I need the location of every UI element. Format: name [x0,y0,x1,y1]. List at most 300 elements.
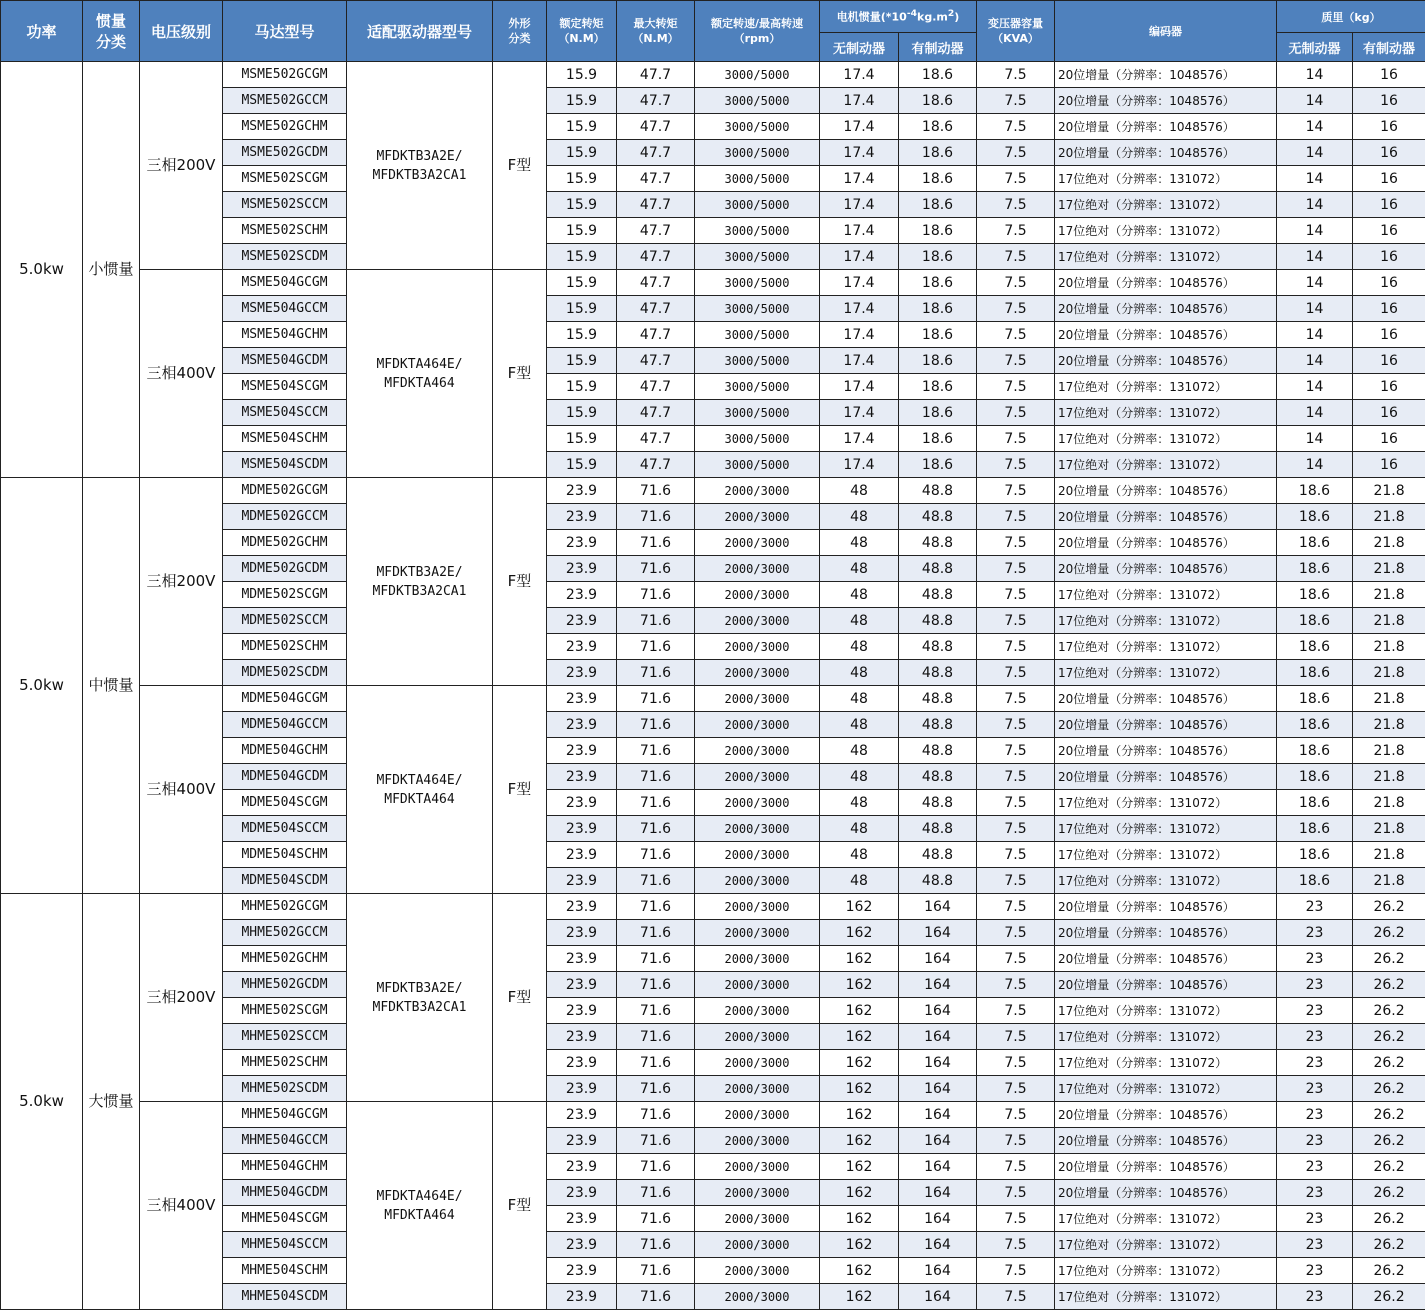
mass-with-brake-cell: 16 [1353,322,1425,348]
transformer-kva-cell: 7.5 [977,530,1055,556]
encoder-cell: 20位增量（分辨率：1048576） [1055,530,1277,556]
inertia-with-brake-cell: 164 [899,946,977,972]
encoder-cell: 20位增量（分辨率：1048576） [1055,88,1277,114]
shape-cell: F型 [493,1102,547,1310]
rated-torque-cell: 23.9 [547,1154,617,1180]
max-torque-cell: 71.6 [617,972,695,998]
transformer-kva-cell: 7.5 [977,1232,1055,1258]
transformer-kva-cell: 7.5 [977,1206,1055,1232]
header-mass: 质里（kg） [1277,1,1425,33]
motor-model-cell: MSME502SCCM [223,192,347,218]
speed-cell: 2000/3000 [695,1180,820,1206]
mass-no-brake-cell: 18.6 [1277,712,1353,738]
speed-cell: 2000/3000 [695,868,820,894]
rated-torque-cell: 15.9 [547,296,617,322]
encoder-cell: 20位增量（分辨率：1048576） [1055,62,1277,88]
inertia-with-brake-cell: 48.8 [899,608,977,634]
rated-torque-cell: 15.9 [547,166,617,192]
motor-model-cell: MDME502GCHM [223,530,347,556]
rated-torque-cell: 23.9 [547,634,617,660]
rated-torque-cell: 23.9 [547,582,617,608]
inertia-no-brake-cell: 162 [820,1258,899,1284]
encoder-cell: 20位增量（分辨率：1048576） [1055,1128,1277,1154]
mass-no-brake-cell: 23 [1277,1180,1353,1206]
transformer-kva-cell: 7.5 [977,140,1055,166]
transformer-kva-cell: 7.5 [977,218,1055,244]
motor-model-cell: MHME504GCHM [223,1154,347,1180]
inertia-with-brake-cell: 18.6 [899,218,977,244]
speed-cell: 2000/3000 [695,634,820,660]
inertia-no-brake-cell: 17.4 [820,218,899,244]
transformer-kva-cell: 7.5 [977,920,1055,946]
transformer-kva-cell: 7.5 [977,348,1055,374]
transformer-kva-cell: 7.5 [977,1180,1055,1206]
mass-no-brake-cell: 14 [1277,296,1353,322]
inertia-no-brake-cell: 162 [820,894,899,920]
motor-model-cell: MSME502GCGM [223,62,347,88]
transformer-kva-cell: 7.5 [977,270,1055,296]
mass-no-brake-cell: 14 [1277,426,1353,452]
speed-cell: 3000/5000 [695,270,820,296]
driver-model-cell [347,270,493,478]
voltage-cell: 三相200V [140,894,223,1102]
inertia-with-brake-cell: 48.8 [899,816,977,842]
mass-no-brake-cell: 23 [1277,1102,1353,1128]
transformer-kva-cell: 7.5 [977,660,1055,686]
inertia-no-brake-cell: 162 [820,920,899,946]
mass-no-brake-cell: 23 [1277,1232,1353,1258]
encoder-cell: 17位绝对（分辨率：131072） [1055,1076,1277,1102]
transformer-kva-cell: 7.5 [977,192,1055,218]
encoder-cell: 17位绝对（分辨率：131072） [1055,1258,1277,1284]
motor-model-cell: MSME502SCGM [223,166,347,192]
max-torque-cell: 71.6 [617,504,695,530]
max-torque-cell: 71.6 [617,842,695,868]
inertia-no-brake-cell: 17.4 [820,426,899,452]
max-torque-cell: 71.6 [617,1180,695,1206]
motor-model-cell: MHME504GCGM [223,1102,347,1128]
encoder-cell: 20位增量（分辨率：1048576） [1055,946,1277,972]
max-torque-cell: 71.6 [617,556,695,582]
inertia-no-brake-cell: 48 [820,608,899,634]
inertia-with-brake-cell: 164 [899,894,977,920]
mass-no-brake-cell: 14 [1277,322,1353,348]
speed-cell: 2000/3000 [695,1258,820,1284]
transformer-kva-cell: 7.5 [977,608,1055,634]
driver-model-cell [347,894,493,1102]
header-voltage: 电压级别 [140,1,223,62]
transformer-kva-cell: 7.5 [977,946,1055,972]
encoder-cell: 17位绝对（分辨率：131072） [1055,582,1277,608]
inertia-with-brake-cell: 164 [899,920,977,946]
max-torque-cell: 71.6 [617,1206,695,1232]
power-cell: 5.0kw [1,478,83,894]
rated-torque-cell: 23.9 [547,920,617,946]
inertia-with-brake-cell: 18.6 [899,114,977,140]
max-torque-cell: 47.7 [617,270,695,296]
mass-no-brake-cell: 18.6 [1277,504,1353,530]
rated-torque-cell: 23.9 [547,608,617,634]
transformer-kva-cell: 7.5 [977,1258,1055,1284]
motor-model-cell: MHME502SCHM [223,1050,347,1076]
voltage-cell: 三相400V [140,270,223,478]
motor-model-cell: MSME504SCGM [223,374,347,400]
inertia-no-brake-cell: 17.4 [820,452,899,478]
rated-torque-cell: 23.9 [547,868,617,894]
inertia-with-brake-cell: 48.8 [899,686,977,712]
mass-no-brake-cell: 18.6 [1277,478,1353,504]
rated-torque-cell: 23.9 [547,946,617,972]
rated-torque-cell: 23.9 [547,972,617,998]
driver-model-line: MFDKTB3A2CA1 [372,583,467,599]
rated-torque-cell: 23.9 [547,1284,617,1310]
inertia-with-brake-cell: 48.8 [899,842,977,868]
driver-model-line: MFDKTA464 [384,1207,455,1223]
rated-torque-cell: 23.9 [547,530,617,556]
motor-model-cell: MSME504SCDM [223,452,347,478]
inertia-no-brake-cell: 162 [820,1232,899,1258]
transformer-kva-cell: 7.5 [977,790,1055,816]
header-power: 功率 [1,1,83,62]
mass-with-brake-cell: 26.2 [1353,1258,1425,1284]
transformer-kva-cell: 7.5 [977,504,1055,530]
motor-model-cell: MDME504GCDM [223,764,347,790]
voltage-cell: 三相200V [140,62,223,270]
transformer-kva-cell: 7.5 [977,816,1055,842]
max-torque-cell: 71.6 [617,1154,695,1180]
rated-torque-cell: 23.9 [547,790,617,816]
max-torque-cell: 71.6 [617,1050,695,1076]
rated-torque-cell: 23.9 [547,816,617,842]
speed-cell: 2000/3000 [695,1102,820,1128]
mass-no-brake-cell: 23 [1277,946,1353,972]
transformer-kva-cell: 7.5 [977,738,1055,764]
header-motor-model: 马达型号 [223,1,347,62]
motor-model-cell: MDME502SCHM [223,634,347,660]
max-torque-cell: 71.6 [617,946,695,972]
driver-model-cell [347,686,493,894]
inertia-no-brake-cell: 48 [820,660,899,686]
encoder-cell: 17位绝对（分辨率：131072） [1055,400,1277,426]
rated-torque-cell: 15.9 [547,348,617,374]
mass-no-brake-cell: 18.6 [1277,842,1353,868]
mass-no-brake-cell: 23 [1277,972,1353,998]
rated-torque-cell: 15.9 [547,62,617,88]
mass-no-brake-cell: 18.6 [1277,816,1353,842]
motor-model-cell: MHME502SCDM [223,1076,347,1102]
header-speed-line2: （rpm） [733,32,781,45]
max-torque-cell: 71.6 [617,1128,695,1154]
max-torque-cell: 47.7 [617,114,695,140]
mass-no-brake-cell: 23 [1277,1076,1353,1102]
mass-with-brake-cell: 16 [1353,296,1425,322]
encoder-cell: 20位增量（分辨率：1048576） [1055,556,1277,582]
rated-torque-cell: 23.9 [547,764,617,790]
max-torque-cell: 71.6 [617,1102,695,1128]
encoder-cell: 17位绝对（分辨率：131072） [1055,790,1277,816]
inertia-no-brake-cell: 162 [820,1206,899,1232]
motor-model-cell: MDME504SCGM [223,790,347,816]
header-motor-inertia [820,1,977,33]
motor-model-cell: MHME502GCGM [223,894,347,920]
mass-with-brake-cell: 26.2 [1353,1076,1425,1102]
inertia-no-brake-cell: 17.4 [820,88,899,114]
transformer-kva-cell: 7.5 [977,998,1055,1024]
mass-with-brake-cell: 16 [1353,270,1425,296]
encoder-cell: 20位增量（分辨率：1048576） [1055,504,1277,530]
transformer-kva-cell: 7.5 [977,634,1055,660]
rated-torque-cell: 15.9 [547,374,617,400]
rated-torque-cell: 23.9 [547,478,617,504]
transformer-kva-cell: 7.5 [977,894,1055,920]
motor-model-cell: MSME504GCGM [223,270,347,296]
table-row [1,62,1425,88]
inertia-no-brake-cell: 162 [820,946,899,972]
encoder-cell: 17位绝对（分辨率：131072） [1055,660,1277,686]
mass-with-brake-cell: 16 [1353,348,1425,374]
mass-with-brake-cell: 16 [1353,400,1425,426]
inertia-no-brake-cell: 162 [820,1102,899,1128]
driver-model-line: MFDKTA464 [384,791,455,807]
transformer-kva-cell: 7.5 [977,166,1055,192]
inertia-with-brake-cell: 18.6 [899,296,977,322]
speed-cell: 2000/3000 [695,816,820,842]
speed-cell: 2000/3000 [695,1284,820,1310]
encoder-cell: 17位绝对（分辨率：131072） [1055,868,1277,894]
motor-model-cell: MHME504SCGM [223,1206,347,1232]
transformer-kva-cell: 7.5 [977,374,1055,400]
speed-cell: 2000/3000 [695,478,820,504]
mass-no-brake-cell: 18.6 [1277,530,1353,556]
rated-torque-cell: 23.9 [547,998,617,1024]
inertia-with-brake-cell: 48.8 [899,530,977,556]
encoder-cell: 17位绝对（分辨率：131072） [1055,192,1277,218]
mass-no-brake-cell: 23 [1277,1128,1353,1154]
max-torque-cell: 71.6 [617,634,695,660]
inertia-no-brake-cell: 162 [820,1024,899,1050]
mass-no-brake-cell: 18.6 [1277,738,1353,764]
max-torque-cell: 71.6 [617,920,695,946]
header-speed-line1: 额定转速/最高转速 [710,17,804,30]
header-motor-inertia-exp2: 2 [947,8,955,20]
shape-cell: F型 [493,62,547,270]
motor-model-cell: MDME502SCDM [223,660,347,686]
mass-with-brake-cell: 21.8 [1353,582,1425,608]
max-torque-cell: 47.7 [617,348,695,374]
motor-model-cell: MDME504SCHM [223,842,347,868]
inertia-with-brake-cell: 164 [899,1180,977,1206]
transformer-kva-cell: 7.5 [977,244,1055,270]
inertia-no-brake-cell: 162 [820,998,899,1024]
motor-model-cell: MHME504SCDM [223,1284,347,1310]
encoder-cell: 20位增量（分辨率：1048576） [1055,348,1277,374]
mass-with-brake-cell: 26.2 [1353,998,1425,1024]
mass-with-brake-cell: 21.8 [1353,530,1425,556]
encoder-cell: 20位增量（分辨率：1048576） [1055,322,1277,348]
mass-no-brake-cell: 23 [1277,1284,1353,1310]
rated-torque-cell: 23.9 [547,660,617,686]
inertia-class-cell: 小惯量 [83,62,140,478]
motor-model-cell: MDME504GCHM [223,738,347,764]
inertia-class-cell: 大惯量 [83,894,140,1310]
transformer-kva-cell: 7.5 [977,686,1055,712]
transformer-kva-cell: 7.5 [977,1154,1055,1180]
inertia-no-brake-cell: 162 [820,1284,899,1310]
shape-cell: F型 [493,686,547,894]
inertia-no-brake-cell: 17.4 [820,348,899,374]
inertia-with-brake-cell: 18.6 [899,140,977,166]
mass-with-brake-cell: 21.8 [1353,478,1425,504]
transformer-kva-cell: 7.5 [977,426,1055,452]
transformer-kva-cell: 7.5 [977,712,1055,738]
max-torque-cell: 71.6 [617,764,695,790]
header-inertia-no-brake: 无制动器 [820,33,899,62]
encoder-cell: 20位增量（分辨率：1048576） [1055,686,1277,712]
header-rated-torque-line1: 额定转矩 [559,17,604,30]
inertia-no-brake-cell: 48 [820,686,899,712]
inertia-with-brake-cell: 48.8 [899,478,977,504]
max-torque-cell: 47.7 [617,400,695,426]
inertia-no-brake-cell: 48 [820,842,899,868]
inertia-no-brake-cell: 48 [820,530,899,556]
motor-model-cell: MSME502SCDM [223,244,347,270]
motor-model-cell: MSME504SCCM [223,400,347,426]
mass-no-brake-cell: 14 [1277,452,1353,478]
mass-no-brake-cell: 14 [1277,244,1353,270]
encoder-cell: 17位绝对（分辨率：131072） [1055,1024,1277,1050]
encoder-cell: 17位绝对（分辨率：131072） [1055,842,1277,868]
motor-model-cell: MDME502GCGM [223,478,347,504]
motor-model-cell: MSME504GCDM [223,348,347,374]
inertia-with-brake-cell: 48.8 [899,556,977,582]
speed-cell: 2000/3000 [695,1024,820,1050]
inertia-no-brake-cell: 162 [820,1076,899,1102]
driver-model-line: MFDKTB3A2CA1 [372,999,467,1015]
encoder-cell: 20位增量（分辨率：1048576） [1055,920,1277,946]
mass-with-brake-cell: 16 [1353,192,1425,218]
mass-with-brake-cell: 21.8 [1353,868,1425,894]
mass-no-brake-cell: 14 [1277,140,1353,166]
speed-cell: 2000/3000 [695,998,820,1024]
max-torque-cell: 71.6 [617,868,695,894]
mass-no-brake-cell: 23 [1277,1050,1353,1076]
inertia-with-brake-cell: 48.8 [899,738,977,764]
max-torque-cell: 71.6 [617,712,695,738]
encoder-cell: 17位绝对（分辨率：131072） [1055,374,1277,400]
power-cell: 5.0kw [1,894,83,1310]
encoder-cell: 17位绝对（分辨率：131072） [1055,816,1277,842]
motor-model-cell: MHME504SCHM [223,1258,347,1284]
encoder-cell: 20位增量（分辨率：1048576） [1055,140,1277,166]
mass-with-brake-cell: 21.8 [1353,686,1425,712]
inertia-no-brake-cell: 162 [820,972,899,998]
mass-no-brake-cell: 18.6 [1277,660,1353,686]
transformer-kva-cell: 7.5 [977,868,1055,894]
inertia-with-brake-cell: 48.8 [899,764,977,790]
speed-cell: 2000/3000 [695,1076,820,1102]
mass-no-brake-cell: 14 [1277,400,1353,426]
inertia-with-brake-cell: 18.6 [899,348,977,374]
mass-with-brake-cell: 26.2 [1353,972,1425,998]
rated-torque-cell: 15.9 [547,322,617,348]
motor-model-cell: MDME502GCCM [223,504,347,530]
speed-cell: 2000/3000 [695,894,820,920]
motor-model-cell: MSME502GCDM [223,140,347,166]
encoder-cell: 20位增量（分辨率：1048576） [1055,296,1277,322]
mass-with-brake-cell: 26.2 [1353,1154,1425,1180]
inertia-with-brake-cell: 48.8 [899,634,977,660]
encoder-cell: 17位绝对（分辨率：131072） [1055,998,1277,1024]
mass-with-brake-cell: 21.8 [1353,764,1425,790]
mass-with-brake-cell: 16 [1353,426,1425,452]
voltage-cell: 三相400V [140,1102,223,1310]
header-motor-inertia-mid: kg.m [917,10,948,24]
rated-torque-cell: 23.9 [547,1050,617,1076]
mass-with-brake-cell: 26.2 [1353,1180,1425,1206]
speed-cell: 2000/3000 [695,504,820,530]
shape-cell: F型 [493,270,547,478]
mass-with-brake-cell: 26.2 [1353,1050,1425,1076]
max-torque-cell: 47.7 [617,296,695,322]
transformer-kva-cell: 7.5 [977,1076,1055,1102]
motor-model-cell: MSME502GCCM [223,88,347,114]
rated-torque-cell: 15.9 [547,140,617,166]
mass-no-brake-cell: 14 [1277,62,1353,88]
mass-no-brake-cell: 23 [1277,894,1353,920]
rated-torque-cell: 23.9 [547,1180,617,1206]
speed-cell: 2000/3000 [695,920,820,946]
speed-cell: 2000/3000 [695,1050,820,1076]
inertia-with-brake-cell: 164 [899,1154,977,1180]
mass-no-brake-cell: 18.6 [1277,790,1353,816]
driver-model-line: MFDKTA464E/ [376,356,463,372]
rated-torque-cell: 15.9 [547,400,617,426]
rated-torque-cell: 23.9 [547,712,617,738]
table-row [1,894,1425,920]
mass-no-brake-cell: 23 [1277,1154,1353,1180]
motor-model-cell: MSME504GCCM [223,296,347,322]
mass-no-brake-cell: 14 [1277,114,1353,140]
header-max-torque-line1: 最大转矩 [633,17,678,30]
driver-model-line: MFDKTB3A2CA1 [372,167,467,183]
speed-cell: 2000/3000 [695,842,820,868]
transformer-kva-cell: 7.5 [977,114,1055,140]
encoder-cell: 17位绝对（分辨率：131072） [1055,166,1277,192]
rated-torque-cell: 15.9 [547,270,617,296]
shape-cell: F型 [493,894,547,1102]
mass-with-brake-cell: 21.8 [1353,790,1425,816]
mass-no-brake-cell: 18.6 [1277,764,1353,790]
motor-model-cell: MSME504SCHM [223,426,347,452]
inertia-with-brake-cell: 18.6 [899,166,977,192]
mass-no-brake-cell: 23 [1277,998,1353,1024]
max-torque-cell: 47.7 [617,140,695,166]
speed-cell: 3000/5000 [695,322,820,348]
mass-no-brake-cell: 18.6 [1277,868,1353,894]
speed-cell: 3000/5000 [695,192,820,218]
max-torque-cell: 71.6 [617,1076,695,1102]
rated-torque-cell: 15.9 [547,218,617,244]
transformer-kva-cell: 7.5 [977,842,1055,868]
encoder-cell: 20位增量（分辨率：1048576） [1055,1154,1277,1180]
inertia-no-brake-cell: 17.4 [820,244,899,270]
mass-with-brake-cell: 16 [1353,88,1425,114]
mass-no-brake-cell: 14 [1277,192,1353,218]
encoder-cell: 20位增量（分辨率：1048576） [1055,972,1277,998]
encoder-cell: 17位绝对（分辨率：131072） [1055,608,1277,634]
max-torque-cell: 47.7 [617,322,695,348]
transformer-kva-cell: 7.5 [977,88,1055,114]
